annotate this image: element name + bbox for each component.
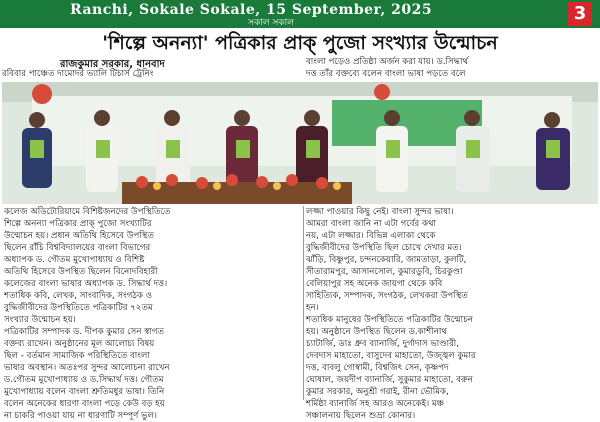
article-left-column xyxy=(4,206,304,421)
left-line: উন্মোচন হয়। প্রধান অতিথি হিসেবে উপস্থিত xyxy=(4,231,154,241)
masthead-subtitle: সকাল সকাল xyxy=(248,18,294,28)
right-line: হন। xyxy=(306,303,319,313)
right-line: শতাধিক মানুষের উপস্থিতিতে পত্রিকাটির উন্মোচন xyxy=(306,315,473,325)
left-line: ছিলেন রাঁচি বিশ্ববিদ্যালয়ের বাংলা বিভাগের xyxy=(4,243,151,253)
left-line: ছিল - বর্তমান সামাজিক পরিস্থিতিতে বাংলা xyxy=(4,351,150,361)
right-line: শর্মিষ্ঠা ব্যানার্জি সহ আরও অনেকেই। মঞ্চ xyxy=(306,399,445,409)
right-line: চ্যাটার্জি, ডাঃ ধ্রুব ব্যানার্জি, দুর্গাদাস ভাণ্ডারী, xyxy=(306,339,459,349)
right-line: সীতারামপুর, আসানসোল, কুমারডুবি, চিরকুণ্ডা xyxy=(306,267,463,277)
column-divider xyxy=(303,206,304,400)
masthead-title: Ranchi, Sokale Sokale, 15 September, 2025 xyxy=(70,2,433,18)
right-line: বেলিয়াপুর সহ অনেক জায়গা থেকে কবি xyxy=(306,279,443,289)
right-line: বুদ্ধিজীবীদের উপস্থিতি ছিল চোখে দেখার মত। xyxy=(306,243,462,253)
article-right-column xyxy=(306,206,598,421)
left-line: অধ্যাপক ড. গৌতম মুখোপাধ্যায় ও বিশিষ্ট xyxy=(4,255,145,265)
right-line: সঞ্চালনায় ছিলেন শুভ্রা কোনার। xyxy=(306,411,416,421)
left-line: মুখোপাধ্যায় বলেন বাংলা শ্রুতিমধুর ভাষা। তিনি xyxy=(4,387,165,397)
right-line: দত্ত, বাবলু গোস্বামী, বিশ্বজিৎ সেন, কৃষ্ণপদ xyxy=(306,363,449,373)
page-number-badge: 3 xyxy=(568,2,592,26)
group-photo-illustration xyxy=(2,82,598,204)
left-line: অতিথি হিসেবে উপস্থিত ছিলেন বিনোদবিহারী xyxy=(4,267,158,277)
top-right-line-1: বাংলা পড়েও প্রতিষ্ঠা অর্জন করা যায়। ড.সিদ্ধার্থ xyxy=(306,57,469,67)
intro-line: রবিবার পাঞ্চেত দামোদর ভ্যালি টিচার্স ট্রেনিং xyxy=(2,69,154,79)
right-line: নয়, এটা লজ্জার। বিভিন্ন এলাকা থেকে xyxy=(306,231,436,241)
left-line: বুদ্ধিজীবীদের উপস্থিতিতে পত্রিকাটির ৭২তম xyxy=(4,303,153,313)
left-line: কলেজ অডিটোরিয়ামে বিশিষ্টজনদের উপস্থিতিতে xyxy=(4,207,171,217)
right-line: দেবদাস মাহাতো, বাসুদেব মাহাতো, উজ্জ্বল কুমার xyxy=(306,351,476,361)
right-line: ঝাঁড়ি, বিষ্ণুপুর, চন্দনকেয়ারি, জামতাড়া, কুলটি, xyxy=(306,255,467,265)
left-line: শিল্পে অনন্যা পত্রিকার প্রাক্‌ পুজো সংখ্যাটির xyxy=(4,219,152,229)
left-line: ভাষার অবস্থান। অতঃপর সুন্দর আলোচনা রাখেন xyxy=(4,363,170,373)
left-line: বলেন অনেকের ধারণা বাংলা পড়ে কেউ বড় হয় xyxy=(4,399,165,409)
right-line: ঘোষাল, জয়দীপ ব্যানার্জি, সুকুমার মাহাতো, বরুন xyxy=(306,375,473,385)
left-line: শতাধিক কবি, লেখক, সাংবাদিক, সংগঠক ও xyxy=(4,291,153,301)
left-line: ড.গৌতম মুখোপাধ্যায় ও ড.সিদ্ধার্থ দত্ত। গৌতম xyxy=(4,375,164,385)
article-headline: 'শিল্পে অনন্যা' পত্রিকার প্রাক্‌ পুজো সংখ্যার উন্মোচন xyxy=(102,32,498,54)
book-release-group-photo xyxy=(2,82,598,204)
article-byline: রাজকুমার সরকার, ধানবাদ xyxy=(60,59,165,70)
left-line: সংখ্যার উন্মোচন হয়। xyxy=(4,315,76,325)
right-line: সাহিত্যিক, সম্পাদক, সংগঠক, লেখকরা উপস্থিত xyxy=(306,291,468,301)
left-line: পত্রিকাটির সম্পাদক ড. দীপক কুমার সেন স্বাগত xyxy=(4,327,164,337)
right-line: হয়। অনুষ্ঠানে উপস্থিত ছিলেন ড.কাশীনাথ xyxy=(306,327,447,337)
right-line: কুমার সরকার, অনুশ্রী গরাই, রীনা ভৌমিক, xyxy=(306,387,449,397)
newspaper-masthead xyxy=(0,0,600,28)
right-line: আমরা বাংলা জানি না এটা গর্বের কথা xyxy=(306,219,437,229)
left-line: বক্তব্য রাখেন। অনুষ্ঠানের মূল আলোচ্য বিষয় xyxy=(4,339,155,349)
top-right-line-2: দত্ত তাঁর বক্তব্যে বলেন বাংলা ভাষা পড়তে বলে xyxy=(306,69,466,79)
right-line: লজ্জা পাওয়ার কিছু নেই। বাংলা সুন্দর ভাষা। xyxy=(306,207,454,217)
left-line: কলেজের বাংলা ভাষার অধ্যাপক ড. সিদ্ধার্থ দত্ত। xyxy=(4,279,168,289)
left-line: না চাকরি পাওয়া যায় না ধারণাটি সম্পূর্ণ ভুল। xyxy=(4,411,157,421)
